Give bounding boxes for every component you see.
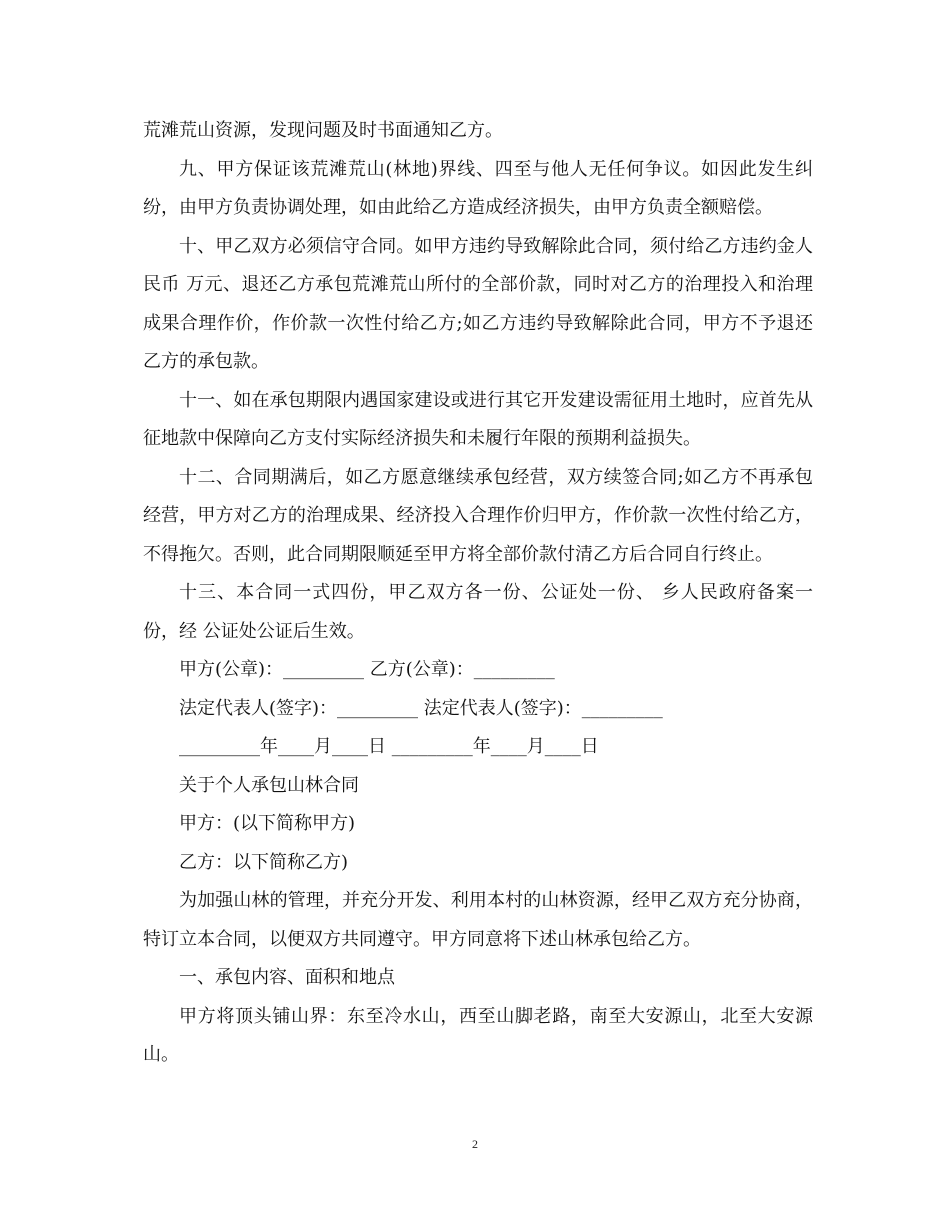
clause-nine: 九、甲方保证该荒滩荒山(林地)界线、四至与他人无任何争议。如因此发生纠纷，由甲方负责协调处理，如由此给乙方造成经济损失，由甲方负责全额赔偿。 bbox=[143, 158, 813, 218]
signature-line: 法定代表人(签字)：_________ 法定代表人(签字)：_________ bbox=[179, 697, 663, 719]
seal-line: 甲方(公章)：_________ 乙方(公章)：_________ bbox=[179, 659, 555, 680]
clause-ten: 十、甲乙双方必须信守合同。如甲方违约导致解除此合同，须付给乙方违约金人民币 万元、退还乙方承包荒滩荒山所付的全部价款，同时对乙方的治理投入和治理成果合理作价，作价款一次性付给乙方;如乙方违约导致解除此合同，甲方不予退还乙方的承包款。 bbox=[143, 235, 813, 372]
party-a-line: 甲方：(以下简称甲方) bbox=[179, 813, 356, 834]
section-one-body: 甲方将顶头铺山界：东至冷水山，西至山脚老路，南至大安源山，北至大安源山。 bbox=[143, 1005, 813, 1065]
paragraph-continuation: 荒滩荒山资源，发现问题及时书面通知乙方。 bbox=[143, 120, 503, 141]
date-line: _________年____月____日 _________年____月____日 bbox=[179, 736, 599, 757]
clause-thirteen: 十三、本合同一式四份，甲乙双方各一份、公证处一份、 乡人民政府备案一份，经 公证处公证后生效。 bbox=[143, 582, 813, 642]
page-number: 2 bbox=[472, 1137, 478, 1151]
clause-eleven: 十一、如在承包期限内遇国家建设或进行其它开发建设需征用土地时，应首先从征地款中保障向乙方支付实际经济损失和未履行年限的预期利益损失。 bbox=[143, 389, 813, 449]
section-one-heading: 一、承包内容、面积和地点 bbox=[179, 967, 395, 988]
clause-twelve: 十二、合同期满后，如乙方愿意继续承包经营，双方续签合同;如乙方不再承包经营，甲方对乙方的治理成果、经济投入合理作价归甲方，作价款一次性付给乙方，不得拖欠。否则，此合同期限顺延至甲方将全部价款付清乙方后合同自行终止。 bbox=[143, 466, 813, 565]
contract-title: 关于个人承包山林合同 bbox=[179, 774, 359, 796]
party-b-line: 乙方：以下简称乙方) bbox=[179, 851, 349, 873]
preamble: 为加强山林的管理，并充分开发、利用本村的山林资源，经甲乙双方充分协商，特订立本合同，以便双方共同遵守。甲方同意将下述山林承包给乙方。 bbox=[143, 890, 813, 950]
document-body bbox=[143, 112, 813, 1075]
